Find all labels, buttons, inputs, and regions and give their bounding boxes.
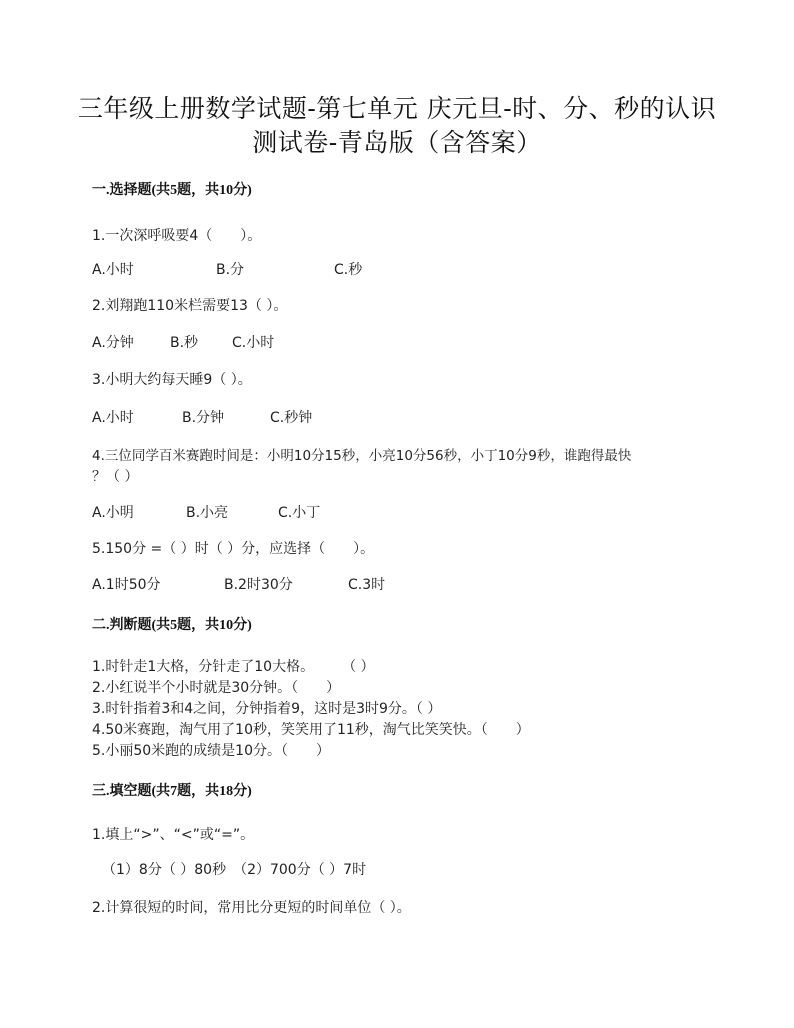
fill-question-1-sub: （1）8分（ ）80秒 （2）700分（ ）7时 <box>102 862 367 878</box>
judgement-item-4: 4.50米赛跑，淘气用了10秒，笑笑用了11秒，淘气比笑笑快。（ ） <box>92 722 530 738</box>
page-title-line-1: 三年级上册数学试题-第七单元 庆元旦-时、分、秒的认识 <box>77 94 717 123</box>
judgement-item-5: 5.小丽50米跑的成绩是10分。（ ） <box>92 743 330 759</box>
question-3-option-a: A.小时 <box>92 410 134 426</box>
question-2: 2.刘翔跑110米栏需要13（ ）。 <box>92 298 288 314</box>
question-3: 3.小明大约每天睡9（ ）。 <box>92 372 252 388</box>
question-1-option-a: A.小时 <box>92 262 134 278</box>
question-1-option-b: B.分 <box>216 262 245 278</box>
fill-question-2: 2.计算很短的时间，常用比分更短的时间单位（ ）。 <box>92 900 411 916</box>
judgement-item-1: 1.时针走1大格，分针走了10大格。 （ ） <box>92 659 375 675</box>
question-4-option-c: C.小丁 <box>278 505 321 521</box>
question-3-option-c: C.秒钟 <box>270 410 313 426</box>
question-2-option-a: A.分钟 <box>92 335 134 351</box>
section-heading-judgement: 二.判断题(共5题，共10分) <box>92 618 252 633</box>
judgement-item-3: 3.时针指着3和4之间，分钟指着9，这时是3时9分。（ ） <box>92 701 442 717</box>
question-4-option-a: A.小明 <box>92 505 134 521</box>
judgement-item-2: 2.小红说半个小时就是30分钟。（ ） <box>92 680 341 696</box>
section-heading-fill-blank: 三.填空题(共7题，共18分) <box>92 784 252 799</box>
question-4-option-b: B.小亮 <box>186 505 229 521</box>
question-1-option-c: C.秒 <box>334 262 363 278</box>
section-heading-choice: 一.选择题(共5题，共10分) <box>92 183 252 198</box>
question-4: 4.三位同学百米赛跑时间是：小明10分15秒，小亮10分56秒，小丁10分9秒，谁跑得最快 <box>92 448 632 464</box>
page-title-line-2: 测试卷-青岛版（含答案） <box>252 128 542 157</box>
question-5-option-c: C.3时 <box>348 577 386 593</box>
question-2-option-c: C.小时 <box>232 335 275 351</box>
question-5: 5.150分 =（ ）时（ ）分，应选择（ ）。 <box>92 541 375 557</box>
question-3-option-b: B.分钟 <box>182 410 225 426</box>
fill-question-1: 1.填上“>”、“<”或“=”。 <box>92 827 255 843</box>
question-4-continued: ？（ ） <box>92 469 139 485</box>
question-1: 1.一次深呼吸要4（ ）。 <box>92 228 262 244</box>
question-5-option-a: A.1时50分 <box>92 577 161 593</box>
question-5-option-b: B.2时30分 <box>224 577 293 593</box>
question-2-option-b: B.秒 <box>170 335 199 351</box>
